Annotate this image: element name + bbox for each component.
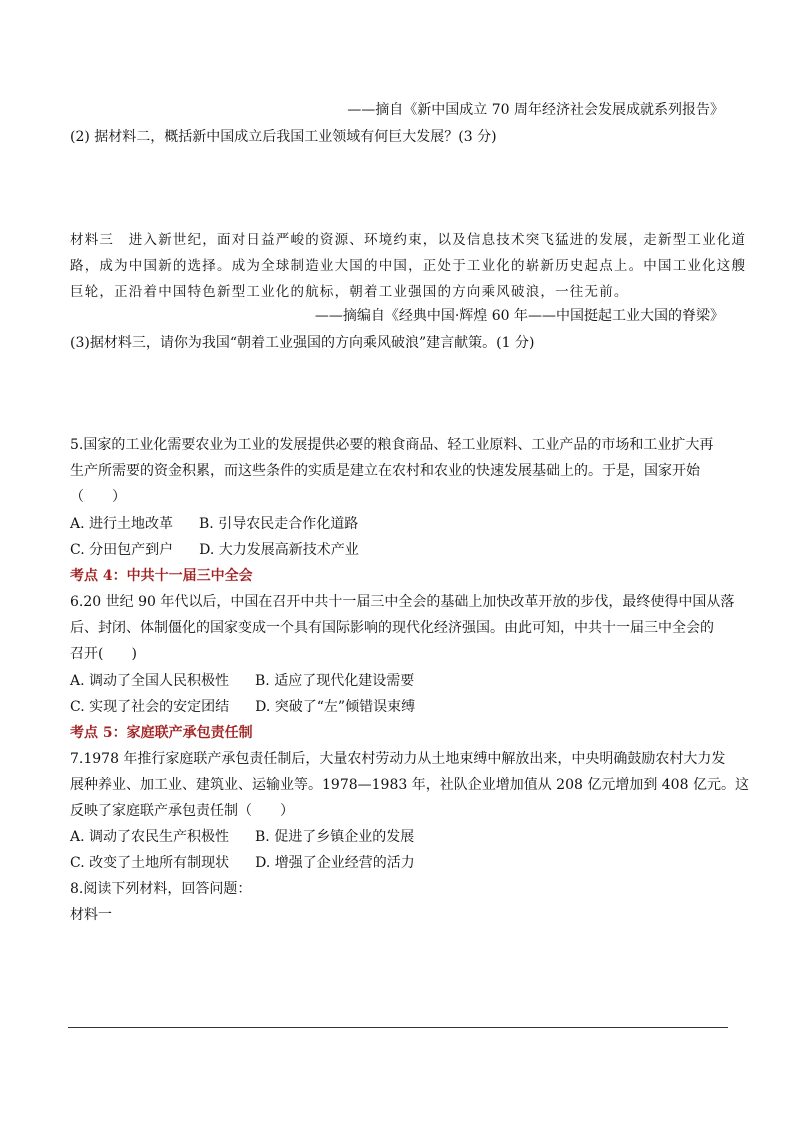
- source-citation-material2: ——摘自《新中国成立 70 周年经济社会发展成就系列报告》: [347, 102, 724, 118]
- question-7-line3: 反映了家庭联产承包责任制（ ）: [70, 803, 294, 819]
- question-5-options-ab: [70, 514, 730, 534]
- option-b[interactable]: B. 引导农民走合作化道路: [199, 516, 359, 532]
- material1-label: 材料一: [70, 907, 112, 923]
- question-6-options-ab: [70, 671, 730, 691]
- material3-line2: 路，成为中国新的选择。成为全球制造业大国的中国，正处于工业化的崭新历史起点上。中国工业化这艘: [70, 258, 747, 274]
- question-6-line1: 6.20 世纪 90 年代以后，中国在召开中共十一届三中全会的基础上加快改革开放的步伐，最终使得中国从落: [70, 594, 735, 610]
- question-8-3: (3)据材料三，请你为我国“朝着工业强国的方向乘风破浪”建言献策。(1 分): [70, 335, 535, 351]
- material3-line3: 巨轮，正沿着中国特色新型工业化的航标，朝着工业强国的方向乘风破浪，一往无前。: [70, 284, 629, 300]
- option-d[interactable]: D. 突破了“左”倾错误束缚: [255, 699, 416, 715]
- option-a[interactable]: A. 调动了全国人民积极性: [70, 673, 230, 689]
- question-6-line2: 后、封闭、体制僵化的国家变成一个具有国际影响的现代化经济强国。由此可知，中共十一届三中全会的: [70, 620, 714, 636]
- question-8-2: (2) 据材料二，概括新中国成立后我国工业领域有何巨大发展？(3 分): [70, 129, 497, 145]
- question-7-options-cd: [70, 853, 730, 873]
- question-6-line3: 召开( ): [70, 646, 137, 662]
- option-a[interactable]: A. 调动了农民生产积极性: [70, 829, 230, 845]
- question-7-options-ab: [70, 827, 730, 847]
- material3-line1: 材料三 进入新世纪，面对日益严峻的资源、环境约束，以及信息技术突飞猛进的发展，走新型工业化道: [70, 232, 747, 248]
- option-b[interactable]: B. 适应了现代化建设需要: [255, 673, 415, 689]
- option-d[interactable]: D. 大力发展高新技术产业: [199, 542, 359, 558]
- topic-5-heading: 考点 5：家庭联产承包责任制: [70, 725, 253, 741]
- option-d[interactable]: D. 增强了企业经营的活力: [255, 855, 415, 871]
- question-7-line1: 7.1978 年推行家庭联产承包责任制后，大量农村劳动力从土地束缚中解放出来，中央明确鼓励农村大力发: [70, 751, 726, 767]
- option-c[interactable]: C. 分田包产到户: [70, 542, 174, 558]
- footer-divider: [68, 1027, 728, 1028]
- option-c[interactable]: C. 改变了土地所有制现状: [70, 855, 230, 871]
- source-citation-material3: ——摘编自《经典中国·辉煌 60 年——中国挺起工业大国的脊梁》: [314, 308, 724, 324]
- question-7-line2: 展种养业、加工业、建筑业、运输业等。1978—1983 年，社队企业增加值从 208 亿元增加到 408 亿元。这: [70, 777, 749, 793]
- option-c[interactable]: C. 实现了社会的安定团结: [70, 699, 230, 715]
- option-b[interactable]: B. 促进了乡镇企业的发展: [255, 829, 415, 845]
- question-5-blank: （ ）: [70, 489, 126, 505]
- topic-4-heading: 考点 4：中共十一届三中全会: [70, 568, 253, 584]
- question-5-line2: 生产所需要的资金积累，而这些条件的实质是建立在农村和农业的快速发展基础上的。于是，国家开始: [70, 463, 700, 479]
- question-5-line1: 5.国家的工业化需要农业为工业的发展提供必要的粮食商品、轻工业原料、工业产品的市场和工业扩大再: [70, 437, 714, 453]
- question-5-options-cd: [70, 540, 730, 560]
- question-8-intro: 8.阅读下列材料，回答问题：: [70, 881, 252, 897]
- question-6-options-cd: [70, 697, 730, 717]
- option-a[interactable]: A. 进行土地改革: [70, 516, 174, 532]
